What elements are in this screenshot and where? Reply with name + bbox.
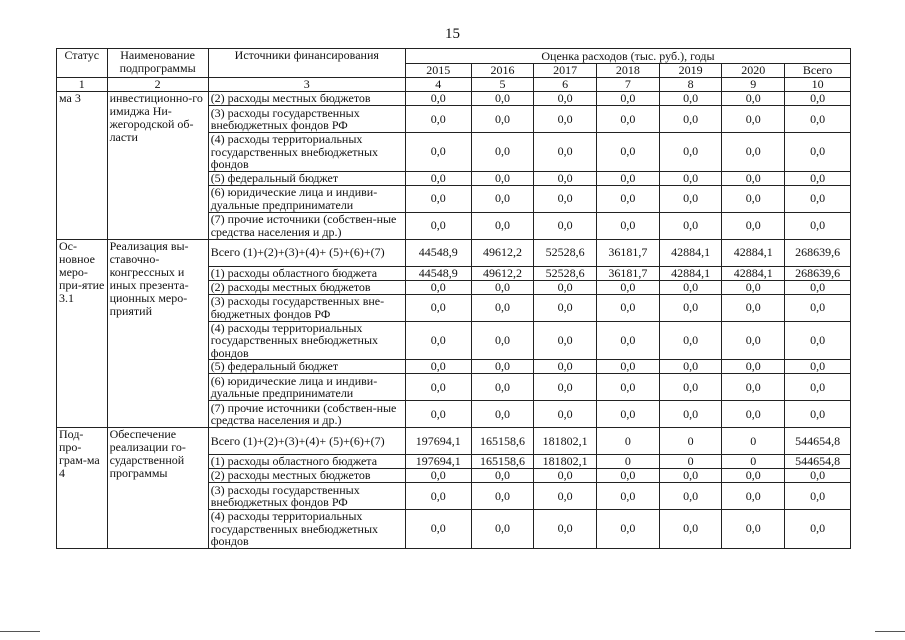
value-cell: 42884,1 (722, 239, 785, 266)
value-cell: 0 (722, 428, 785, 455)
value-cell: 0,0 (471, 401, 534, 428)
header-year: 2020 (722, 64, 785, 78)
column-number: 8 (659, 78, 722, 92)
value-cell: 0,0 (534, 483, 597, 510)
funding-source-cell: Всего (1)+(2)+(3)+(4)+ (5)+(6)+(7) (208, 239, 405, 266)
value-cell: 0,0 (597, 106, 660, 133)
value-cell: 0,0 (597, 171, 660, 185)
value-cell: 0,0 (597, 401, 660, 428)
value-cell: 0,0 (471, 374, 534, 401)
value-cell: 0,0 (722, 510, 785, 549)
value-cell: 0,0 (597, 321, 660, 360)
value-cell: 544654,8 (785, 455, 851, 469)
value-cell: 0,0 (722, 212, 785, 239)
value-cell: 0,0 (405, 469, 471, 483)
funding-source-cell: (4) расходы территориальных государственных внебюджетных фондов (208, 133, 405, 172)
value-cell: 0,0 (659, 92, 722, 106)
value-cell: 0 (722, 455, 785, 469)
value-cell: 0,0 (471, 510, 534, 549)
value-cell: 0,0 (785, 294, 851, 321)
value-cell: 0,0 (597, 510, 660, 549)
status-cell: Ос-новное меро-при-ятие 3.1 (57, 239, 108, 428)
column-number: 6 (534, 78, 597, 92)
value-cell: 0,0 (785, 106, 851, 133)
value-cell: 0,0 (534, 510, 597, 549)
value-cell: 0,0 (659, 469, 722, 483)
table-row (57, 239, 851, 266)
funding-source-cell: (3) расходы государственных внебюджетных фондов РФ (208, 483, 405, 510)
value-cell: 0,0 (722, 469, 785, 483)
page-number: 15 (445, 26, 460, 42)
column-number: 5 (471, 78, 534, 92)
value-cell: 0,0 (722, 92, 785, 106)
value-cell: 0,0 (534, 374, 597, 401)
value-cell: 44548,9 (405, 239, 471, 266)
value-cell: 0,0 (722, 374, 785, 401)
value-cell: 0,0 (534, 185, 597, 212)
value-cell: 0,0 (722, 280, 785, 294)
value-cell: 0,0 (471, 171, 534, 185)
header-year: 2019 (659, 64, 722, 78)
scan-edge-line (875, 631, 905, 632)
value-cell: 49612,2 (471, 239, 534, 266)
header-year: Всего (785, 64, 851, 78)
header-status: Статус (57, 49, 108, 78)
column-number: 2 (107, 78, 208, 92)
value-cell: 42884,1 (722, 266, 785, 280)
value-cell: 0,0 (471, 106, 534, 133)
value-cell: 0 (597, 455, 660, 469)
funding-source-cell: (1) расходы областного бюджета (208, 266, 405, 280)
value-cell: 0,0 (471, 469, 534, 483)
value-cell: 49612,2 (471, 266, 534, 280)
value-cell: 0,0 (785, 510, 851, 549)
funding-source-cell: (7) прочие источники (собствен-ные средства населения и др.) (208, 212, 405, 239)
value-cell: 0,0 (597, 360, 660, 374)
value-cell: 0,0 (659, 106, 722, 133)
value-cell: 0,0 (597, 133, 660, 172)
value-cell: 0,0 (534, 171, 597, 185)
column-number: 10 (785, 78, 851, 92)
value-cell: 165158,6 (471, 428, 534, 455)
value-cell: 0,0 (597, 469, 660, 483)
value-cell: 0,0 (659, 133, 722, 172)
value-cell: 0,0 (405, 92, 471, 106)
value-cell: 0,0 (405, 401, 471, 428)
value-cell: 0,0 (405, 510, 471, 549)
value-cell: 0,0 (722, 106, 785, 133)
value-cell: 0,0 (471, 92, 534, 106)
value-cell: 0,0 (471, 212, 534, 239)
value-cell: 42884,1 (659, 239, 722, 266)
value-cell: 0,0 (534, 321, 597, 360)
value-cell: 0,0 (471, 133, 534, 172)
value-cell: 0,0 (722, 483, 785, 510)
value-cell: 0,0 (597, 483, 660, 510)
value-cell: 0,0 (785, 401, 851, 428)
value-cell: 268639,6 (785, 266, 851, 280)
header-year: 2015 (405, 64, 471, 78)
value-cell: 0,0 (785, 185, 851, 212)
value-cell: 0,0 (722, 294, 785, 321)
value-cell: 52528,6 (534, 239, 597, 266)
value-cell: 0,0 (722, 171, 785, 185)
funding-source-cell: (3) расходы государственных вне-бюджетных фондов РФ (208, 294, 405, 321)
value-cell: 0,0 (785, 171, 851, 185)
funding-source-cell: (1) расходы областного бюджета (208, 455, 405, 469)
value-cell: 0,0 (722, 401, 785, 428)
value-cell: 0,0 (405, 185, 471, 212)
subprogram-name-cell: Реализация вы-ставочно-конгрессных и иных презента-ционных меро-приятий (107, 239, 208, 428)
funding-source-cell: (7) прочие источники (собствен-ные средства населения и др.) (208, 401, 405, 428)
value-cell: 0,0 (659, 212, 722, 239)
value-cell: 0,0 (785, 483, 851, 510)
value-cell: 0,0 (471, 321, 534, 360)
value-cell: 0,0 (597, 212, 660, 239)
value-cell: 165158,6 (471, 455, 534, 469)
value-cell: 0,0 (534, 360, 597, 374)
value-cell: 0,0 (534, 106, 597, 133)
header-year: 2017 (534, 64, 597, 78)
value-cell: 0,0 (405, 106, 471, 133)
value-cell: 0,0 (659, 185, 722, 212)
value-cell: 0,0 (659, 483, 722, 510)
value-cell: 0,0 (785, 469, 851, 483)
header-estimate: Оценка расходов (тыс. руб.), годы (405, 49, 850, 64)
value-cell: 0,0 (534, 280, 597, 294)
value-cell: 52528,6 (534, 266, 597, 280)
value-cell: 181802,1 (534, 428, 597, 455)
value-cell: 181802,1 (534, 455, 597, 469)
value-cell: 0,0 (722, 360, 785, 374)
value-cell: 0,0 (659, 374, 722, 401)
header-subprogram: Наименование подпрограммы (107, 49, 208, 78)
value-cell: 42884,1 (659, 266, 722, 280)
header-year: 2016 (471, 64, 534, 78)
value-cell: 0,0 (471, 280, 534, 294)
funding-source-cell: (2) расходы местных бюджетов (208, 92, 405, 106)
funding-source-cell: (5) федеральный бюджет (208, 171, 405, 185)
funding-source-cell: (4) расходы территориальных государственных внебюджетных фондов (208, 321, 405, 360)
value-cell: 0,0 (785, 374, 851, 401)
funding-source-cell: (2) расходы местных бюджетов (208, 280, 405, 294)
value-cell: 0,0 (534, 212, 597, 239)
value-cell: 0,0 (597, 374, 660, 401)
funding-source-cell: (6) юридические лица и индиви-дуальные предприниматели (208, 374, 405, 401)
value-cell: 0,0 (785, 133, 851, 172)
funding-source-cell: (4) расходы территориальных государственных внебюджетных фондов (208, 510, 405, 549)
value-cell: 197694,1 (405, 455, 471, 469)
value-cell: 0,0 (405, 280, 471, 294)
value-cell: 44548,9 (405, 266, 471, 280)
value-cell: 0,0 (659, 171, 722, 185)
column-number: 9 (722, 78, 785, 92)
value-cell: 0 (659, 455, 722, 469)
value-cell: 0,0 (659, 401, 722, 428)
value-cell: 0 (597, 428, 660, 455)
table-row (57, 428, 851, 455)
scan-edge-line (0, 631, 40, 632)
header-year: 2018 (597, 64, 660, 78)
value-cell: 0,0 (471, 185, 534, 212)
value-cell: 0,0 (659, 510, 722, 549)
subprogram-name-cell: инвестиционно-го имиджа Ни-жегородской об-ласти (107, 92, 208, 240)
value-cell: 0,0 (659, 321, 722, 360)
funding-source-cell: Всего (1)+(2)+(3)+(4)+ (5)+(6)+(7) (208, 428, 405, 455)
value-cell: 197694,1 (405, 428, 471, 455)
value-cell: 544654,8 (785, 428, 851, 455)
funding-source-cell: (5) федеральный бюджет (208, 360, 405, 374)
value-cell: 0,0 (785, 280, 851, 294)
value-cell: 0,0 (597, 280, 660, 294)
value-cell: 0,0 (785, 360, 851, 374)
column-number: 1 (57, 78, 108, 92)
value-cell: 268639,6 (785, 239, 851, 266)
funding-source-cell: (6) юридические лица и индиви-дуальные предприниматели (208, 185, 405, 212)
value-cell: 0,0 (405, 483, 471, 510)
value-cell: 0,0 (659, 360, 722, 374)
value-cell: 0,0 (534, 469, 597, 483)
value-cell: 0,0 (534, 92, 597, 106)
value-cell: 0,0 (405, 294, 471, 321)
value-cell: 0,0 (405, 321, 471, 360)
column-number: 7 (597, 78, 660, 92)
subprogram-name-cell: Обеспечение реализации го-сударственной программы (107, 428, 208, 549)
value-cell: 0,0 (785, 92, 851, 106)
value-cell: 0,0 (405, 171, 471, 185)
value-cell: 0,0 (785, 212, 851, 239)
value-cell: 0,0 (722, 321, 785, 360)
column-number: 4 (405, 78, 471, 92)
value-cell: 36181,7 (597, 239, 660, 266)
value-cell: 0,0 (471, 483, 534, 510)
funding-source-cell: (2) расходы местных бюджетов (208, 469, 405, 483)
value-cell: 0,0 (471, 294, 534, 321)
value-cell: 0,0 (534, 133, 597, 172)
table-row (57, 92, 851, 106)
value-cell: 0,0 (597, 294, 660, 321)
value-cell: 36181,7 (597, 266, 660, 280)
value-cell: 0,0 (659, 280, 722, 294)
value-cell: 0,0 (405, 374, 471, 401)
financing-table (56, 48, 851, 549)
value-cell: 0,0 (785, 321, 851, 360)
value-cell: 0,0 (722, 133, 785, 172)
value-cell: 0,0 (405, 360, 471, 374)
value-cell: 0,0 (722, 185, 785, 212)
funding-source-cell: (3) расходы государственных внебюджетных фондов РФ (208, 106, 405, 133)
value-cell: 0,0 (597, 92, 660, 106)
status-cell: ма 3 (57, 92, 108, 240)
column-number: 3 (208, 78, 405, 92)
value-cell: 0,0 (597, 185, 660, 212)
value-cell: 0,0 (471, 360, 534, 374)
status-cell: Под-про-грам-ма 4 (57, 428, 108, 549)
value-cell: 0,0 (534, 294, 597, 321)
value-cell: 0,0 (534, 401, 597, 428)
header-sources: Источники финансирования (208, 49, 405, 78)
value-cell: 0 (659, 428, 722, 455)
value-cell: 0,0 (659, 294, 722, 321)
value-cell: 0,0 (405, 212, 471, 239)
value-cell: 0,0 (405, 133, 471, 172)
